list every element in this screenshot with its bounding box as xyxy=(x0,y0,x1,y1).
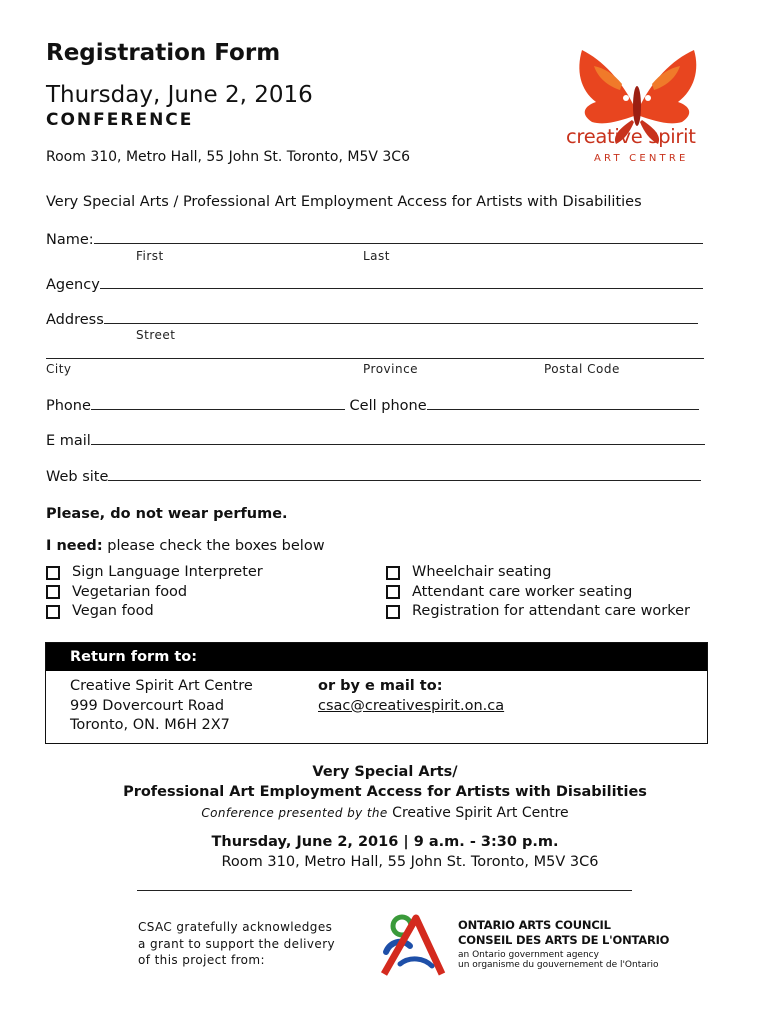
city-line[interactable] xyxy=(46,346,704,359)
oac-agency-en: an Ontario government agency xyxy=(458,950,599,960)
return-address xyxy=(70,677,253,736)
city-province-postal-field[interactable] xyxy=(46,346,704,363)
checkbox-label: Vegan food xyxy=(72,603,154,619)
checkbox-icon[interactable] xyxy=(46,605,60,619)
address-line[interactable] xyxy=(104,311,698,324)
needs-text: please check the boxes below xyxy=(102,538,325,554)
event-date: Thursday, June 2, 2016 xyxy=(46,82,313,108)
perfume-notice: Please, do not wear perfume. xyxy=(46,506,288,522)
needs-label: I need: xyxy=(46,538,103,554)
website-line[interactable] xyxy=(108,468,701,481)
presented-by-label: Conference presented by the xyxy=(201,806,388,820)
street-hint: Street xyxy=(136,328,176,342)
name-label: Name: xyxy=(46,232,94,248)
footer-presented-by xyxy=(0,805,770,821)
conference-label: CONFERENCE xyxy=(46,110,194,130)
logo-name: creative spirit xyxy=(566,125,696,148)
return-email-link[interactable]: csac@creativespirit.on.ca xyxy=(318,697,505,714)
oac-name-en: ONTARIO ARTS COUNCIL xyxy=(458,918,611,932)
needs-instruction xyxy=(46,538,325,554)
address-field[interactable] xyxy=(46,311,698,328)
needs-checklist-right xyxy=(386,563,690,622)
presenter-name: Creative Spirit Art Centre xyxy=(387,805,569,821)
acknowledgement-line: a grant to support the delivery xyxy=(138,936,336,951)
name-line[interactable] xyxy=(94,231,703,244)
phone-label: Phone xyxy=(46,398,91,414)
checkbox-sign-language[interactable] xyxy=(46,563,263,583)
agency-field[interactable] xyxy=(46,276,703,293)
name-field[interactable] xyxy=(46,231,703,248)
acknowledgement-line: CSAC gratefully acknowledges xyxy=(138,920,333,934)
email-line[interactable] xyxy=(91,432,705,445)
oac-name-fr: CONSEIL DES ARTS DE L'ONTARIO xyxy=(458,933,670,947)
phone-line[interactable] xyxy=(91,397,345,410)
return-address-line: 999 Dovercourt Road xyxy=(70,697,225,714)
checkbox-icon[interactable] xyxy=(46,585,60,599)
footer-title-line1: Very Special Arts/ xyxy=(312,764,458,780)
checkbox-label: Attendant care worker seating xyxy=(412,583,633,600)
return-email-label: or by e mail to: xyxy=(318,678,443,694)
agency-label: Agency xyxy=(46,277,100,293)
postal-code-hint: Postal Code xyxy=(544,362,620,376)
acknowledgement-line: of this project from: xyxy=(138,953,265,967)
checkbox-vegetarian[interactable] xyxy=(46,583,263,603)
cell-phone-line[interactable] xyxy=(427,397,699,410)
logo-subtitle: ART CENTRE xyxy=(594,153,689,164)
checkbox-vegan[interactable] xyxy=(46,602,263,622)
cell-phone-label: Cell phone xyxy=(349,398,427,414)
checkbox-attendant-seating[interactable] xyxy=(386,583,690,603)
checkbox-label: Vegetarian food xyxy=(72,583,188,600)
return-form-heading: Return form to: xyxy=(46,643,707,671)
checkbox-icon[interactable] xyxy=(46,566,60,580)
checkbox-icon[interactable] xyxy=(386,566,400,580)
return-form-box xyxy=(45,642,708,744)
phone-field[interactable] xyxy=(46,397,699,414)
event-location: Room 310, Metro Hall, 55 John St. Toronto, M5V 3C6 xyxy=(46,149,410,165)
website-label: Web site xyxy=(46,469,109,485)
city-hint: City xyxy=(46,362,72,376)
email-label: E mail xyxy=(46,433,91,449)
ontario-arts-council-text xyxy=(458,918,669,970)
first-name-hint: First xyxy=(136,249,164,263)
oac-agency-fr: un organisme du gouvernement de l'Ontario xyxy=(458,960,659,970)
needs-checklist-left xyxy=(46,563,263,622)
ontario-arts-council-logo-icon xyxy=(380,912,446,978)
checkbox-attendant-registration[interactable] xyxy=(386,602,690,622)
province-hint: Province xyxy=(363,362,419,376)
checkbox-label: Wheelchair seating xyxy=(412,564,552,580)
checkbox-icon[interactable] xyxy=(386,605,400,619)
acknowledgement xyxy=(138,919,335,969)
footer-location: Room 310, Metro Hall, 55 John St. Toronto, M5V 3C6 xyxy=(221,854,599,870)
last-name-hint: Last xyxy=(363,249,390,263)
event-subtitle: Very Special Arts / Professional Art Employment Access for Artists with Disabilities xyxy=(46,194,642,210)
checkbox-label: Sign Language Interpreter xyxy=(72,564,263,580)
footer-datetime: Thursday, June 2, 2016 | 9 a.m. - 3:30 p.m. xyxy=(211,834,559,850)
email-field[interactable] xyxy=(46,432,705,449)
checkbox-icon[interactable] xyxy=(386,585,400,599)
return-address-line: Creative Spirit Art Centre xyxy=(70,678,253,694)
address-label: Address xyxy=(46,312,104,328)
butterfly-icon xyxy=(562,40,712,170)
checkbox-wheelchair[interactable] xyxy=(386,563,690,583)
footer-title-line2: Professional Art Employment Access for Artists with Disabilities xyxy=(123,784,647,800)
checkbox-label: Registration for attendant care worker xyxy=(412,603,691,619)
return-email-block xyxy=(318,677,504,716)
return-address-line: Toronto, ON. M6H 2X7 xyxy=(70,717,230,733)
footer-divider xyxy=(137,890,632,891)
page-title: Registration Form xyxy=(46,40,281,66)
agency-line[interactable] xyxy=(100,276,703,289)
website-field[interactable] xyxy=(46,468,701,485)
